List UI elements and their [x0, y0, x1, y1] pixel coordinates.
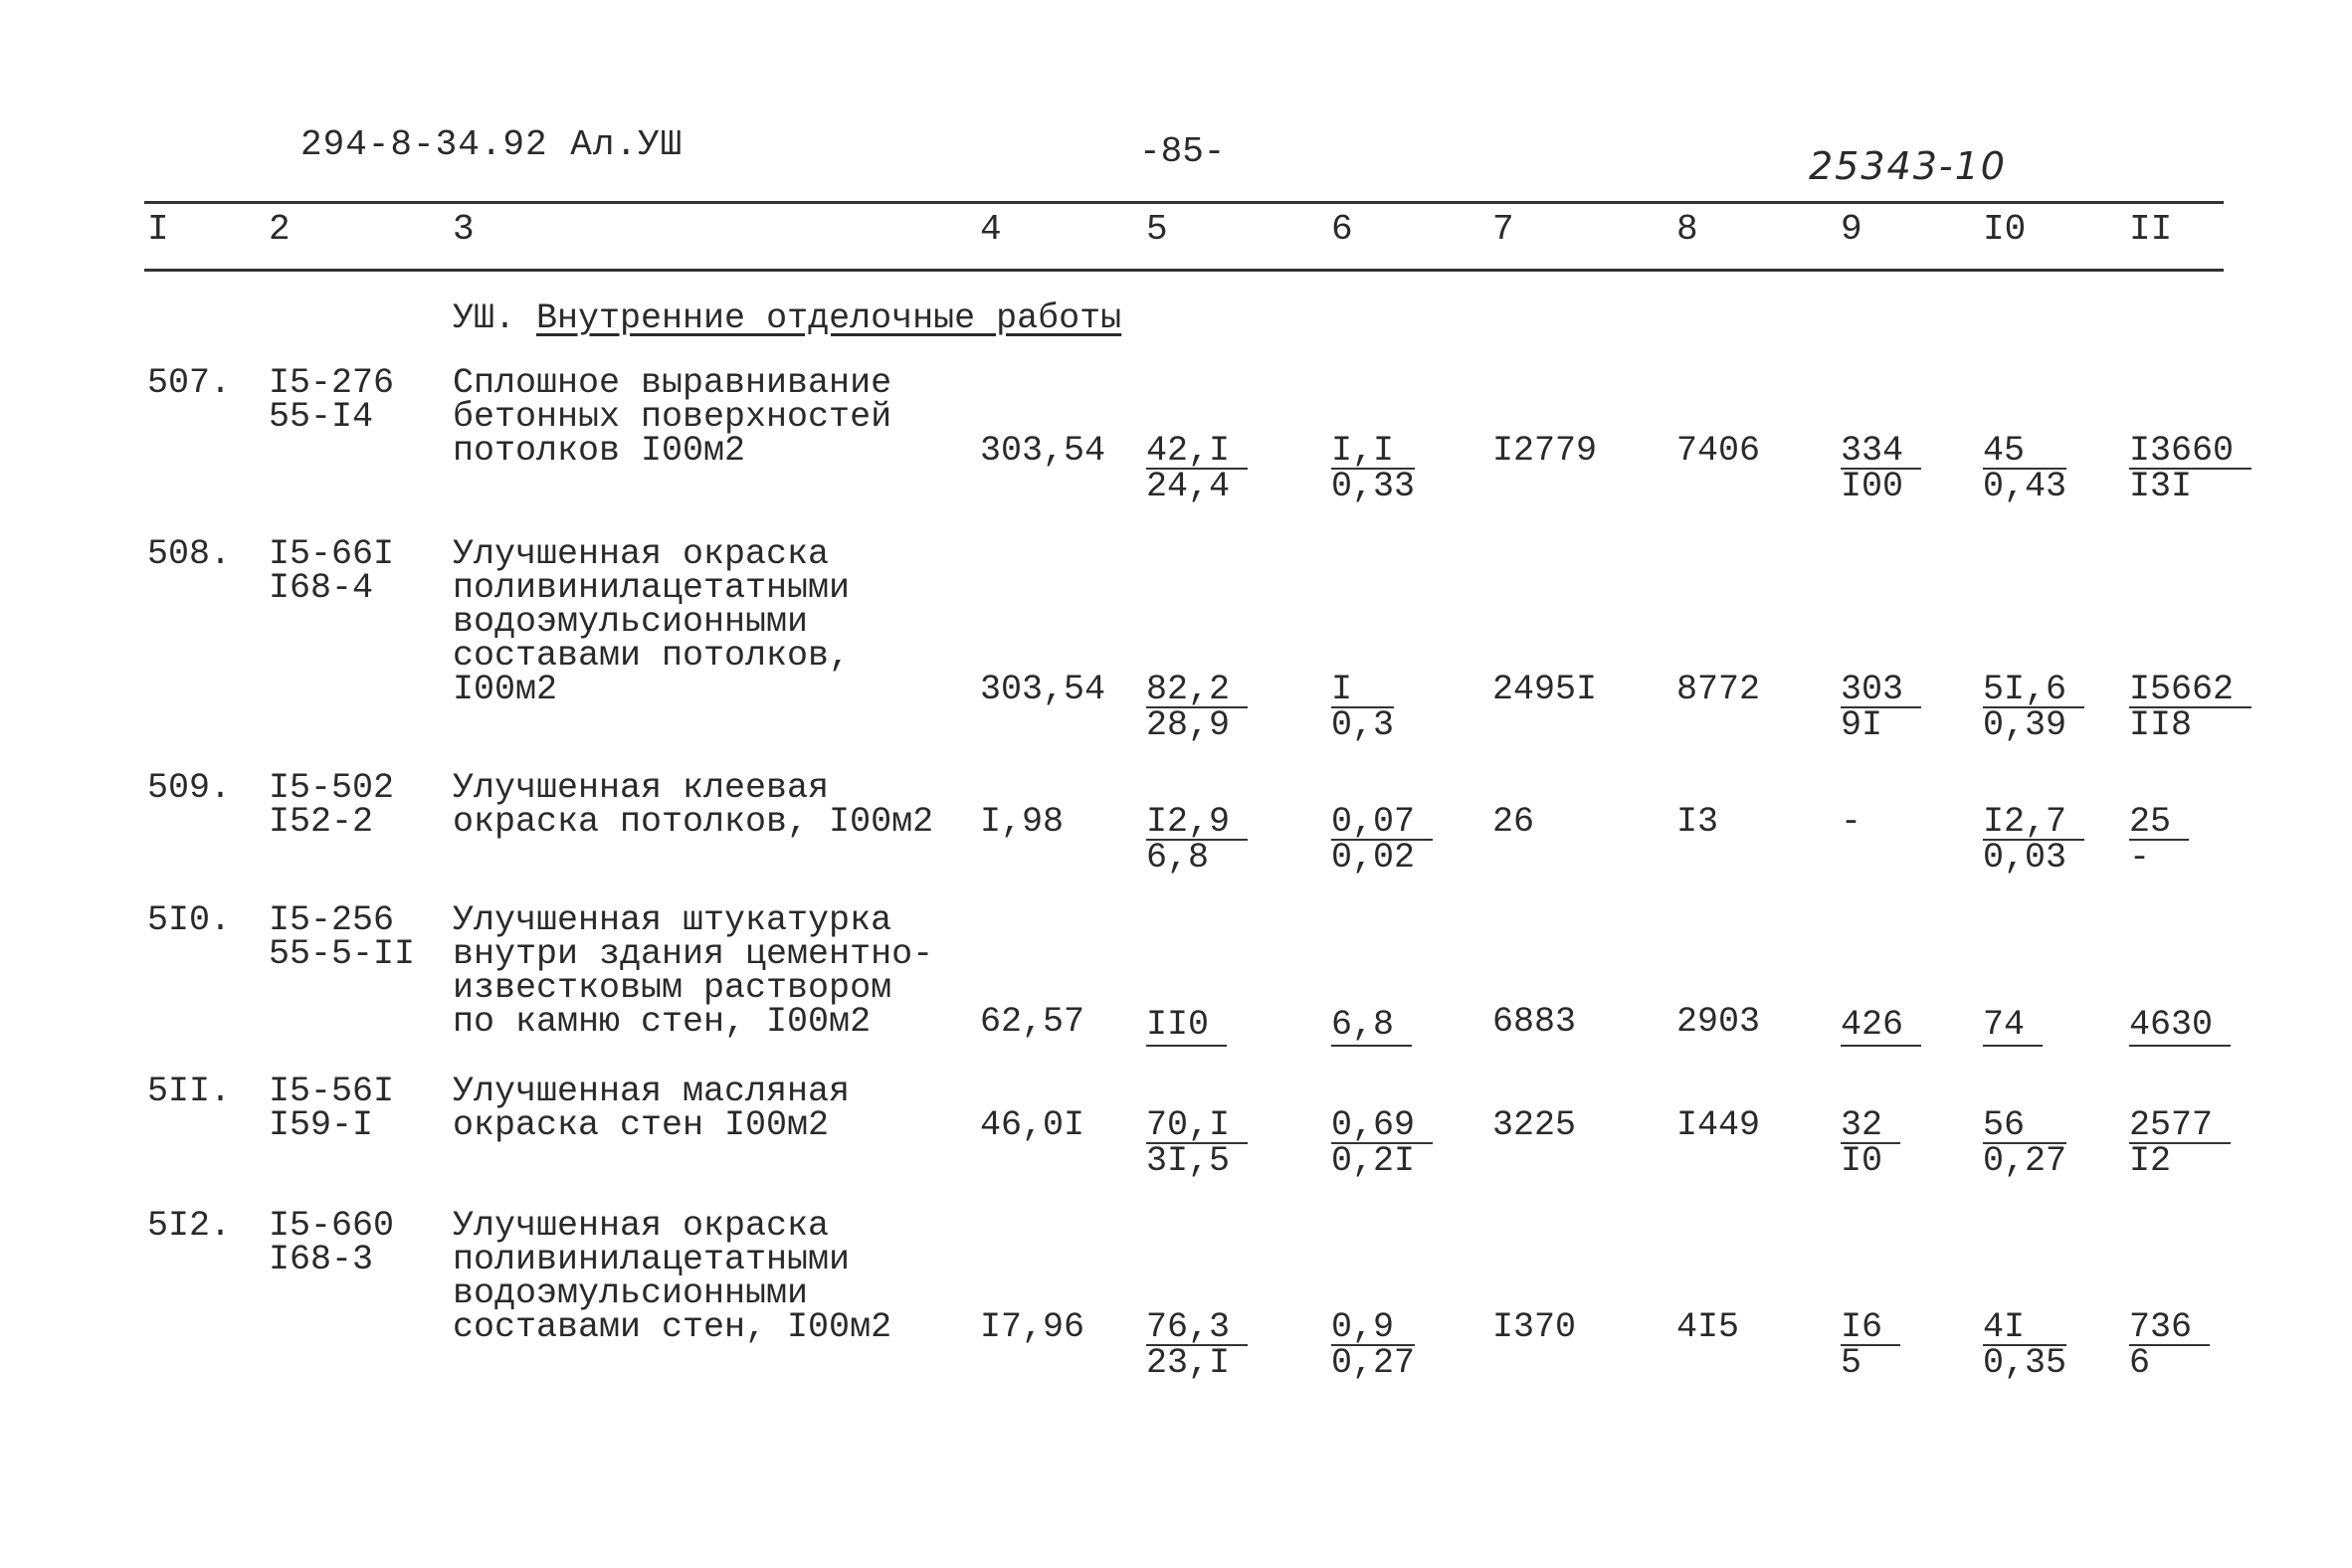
value-c9-denominator: I0 [1841, 1141, 1883, 1181]
work-description-line: Улучшенная штукатурка [453, 900, 892, 940]
value-c10 [1983, 1105, 2067, 1181]
value-c11-denominator: II8 [2129, 705, 2193, 745]
value-c7: 2495I [1492, 670, 1598, 709]
value-c9 [1841, 1105, 1900, 1181]
column-number-6: 6 [1331, 209, 1353, 250]
norm-code: I5-56I [269, 1072, 395, 1111]
column-number-11: II [2129, 209, 2173, 250]
row-number: 507. [147, 363, 232, 403]
value-c5 [1146, 431, 1248, 506]
value-c6-numerator: 0,9 [1331, 1310, 1415, 1346]
quantity: 62,57 [980, 1002, 1085, 1042]
value-c5 [1146, 802, 1248, 878]
value-c10-numerator: I2,7 [1983, 805, 2084, 841]
column-number-10: I0 [1983, 209, 2027, 250]
norm-code: I5-276 [269, 363, 395, 403]
section-prefix: УШ. [453, 298, 516, 338]
norm-code: I5-660 [269, 1206, 395, 1246]
work-description-line: по камню стен, I00м2 [453, 1002, 872, 1042]
column-number-7: 7 [1492, 209, 1514, 250]
value-c9-denominator: I00 [1841, 467, 1904, 506]
value-c9 [1841, 670, 1921, 745]
value-c9: - [1841, 802, 1862, 842]
value-c6-denominator: 0,02 [1331, 838, 1416, 878]
value-c11-numerator: 2577 [2129, 1108, 2231, 1144]
value-c9 [1841, 1307, 1900, 1383]
value-c5: II0 [1146, 1005, 1227, 1047]
value-c11 [2129, 431, 2252, 506]
value-c5-denominator: 24,4 [1146, 467, 1231, 506]
value-c7: I370 [1492, 1307, 1577, 1347]
price-code: I68-4 [269, 568, 374, 608]
value-c11-numerator: I5662 [2129, 673, 2252, 708]
value-c9-numerator: 303 [1841, 673, 1921, 708]
column-number-9: 9 [1841, 209, 1862, 250]
column-number-1: I [147, 209, 169, 250]
value-c11-numerator: 25 [2129, 805, 2189, 841]
work-description-line: составами потолков, [453, 636, 851, 676]
column-number-4: 4 [980, 209, 1002, 250]
value-c11 [2129, 670, 2252, 745]
value-c6 [1331, 1307, 1416, 1383]
value-c6-numerator: 0,07 [1331, 805, 1433, 841]
column-number-2: 2 [269, 209, 291, 250]
value-c11-denominator: 6 [2129, 1343, 2151, 1383]
value-c9 [1841, 431, 1921, 506]
value-c8: 4I5 [1676, 1307, 1740, 1347]
document-code: 294-8-34.92 Ал.УШ [300, 124, 684, 165]
value-c9: 426 [1841, 1005, 1921, 1047]
value-c6 [1331, 431, 1416, 506]
work-description-line: известковым раствором [453, 968, 892, 1008]
value-c11: 4630 [2129, 1005, 2231, 1047]
price-code: 55-I4 [269, 397, 374, 437]
value-c8: 2903 [1676, 1002, 1761, 1042]
value-c11-numerator: I3660 [2129, 434, 2252, 470]
work-description-line: внутри здания цементно- [453, 934, 934, 974]
price-code: I52-2 [269, 802, 374, 842]
value-c11 [2129, 1105, 2231, 1181]
value-c6 [1331, 802, 1433, 878]
value-c5-numerator: 42,I [1146, 434, 1248, 470]
value-c5-denominator: 23,I [1146, 1343, 1231, 1383]
value-c5-numerator: 82,2 [1146, 673, 1248, 708]
work-description-line: окраска стен I00м2 [453, 1105, 830, 1145]
norm-code: I5-66I [269, 534, 395, 574]
value-c6-denominator: 0,2I [1331, 1141, 1416, 1181]
work-description-line: I00м2 [453, 670, 558, 709]
value-c10-numerator: 45 [1983, 434, 2066, 470]
value-c8: I3 [1676, 802, 1719, 842]
value-c5-denominator: 6,8 [1146, 838, 1210, 878]
value-c9-denominator: 5 [1841, 1343, 1862, 1383]
work-description-line: потолков I00м2 [453, 431, 746, 471]
section-text: Внутренние отделочные работы [536, 298, 1122, 338]
value-c6-numerator: I,I [1331, 434, 1415, 470]
price-code: 55-5-II [269, 934, 416, 974]
value-c6-denominator: 0,3 [1331, 705, 1395, 745]
value-c6 [1331, 670, 1395, 745]
value-c9-numerator: 334 [1841, 434, 1921, 470]
work-description-line: водоэмульсионными [453, 602, 809, 642]
value-c8: 7406 [1676, 431, 1761, 471]
work-description-line: водоэмульсионными [453, 1274, 809, 1313]
value-c10-denominator: 0,03 [1983, 838, 2067, 878]
value-c10-numerator: 4I [1983, 1310, 2066, 1346]
value-c11-denominator: I2 [2129, 1141, 2172, 1181]
row-number: 508. [147, 534, 232, 574]
quantity: 303,54 [980, 431, 1106, 471]
row-number: 5I2. [147, 1206, 232, 1246]
value-c5 [1146, 670, 1248, 745]
norm-code: I5-502 [269, 768, 395, 808]
value-c10-numerator: 56 [1983, 1108, 2066, 1144]
value-c5-denominator: 28,9 [1146, 705, 1231, 745]
value-c6-numerator: 0,69 [1331, 1108, 1433, 1144]
value-c9-numerator: 32 [1841, 1108, 1900, 1144]
top-rule [144, 201, 2224, 204]
value-c6-numerator: I [1331, 673, 1394, 708]
work-description-line: Улучшенная окраска [453, 1206, 830, 1246]
column-number-3: 3 [453, 209, 475, 250]
header-rule [144, 269, 2224, 272]
quantity: I,98 [980, 802, 1065, 842]
value-c5-numerator: 76,3 [1146, 1310, 1248, 1346]
column-number-8: 8 [1676, 209, 1698, 250]
work-description-line: окраска потолков, I00м2 [453, 802, 934, 842]
value-c6-denominator: 0,27 [1331, 1343, 1416, 1383]
value-c10: 74 [1983, 1005, 2043, 1047]
work-description-line: Улучшенная окраска [453, 534, 830, 574]
value-c8: I449 [1676, 1105, 1761, 1145]
value-c7: 6883 [1492, 1002, 1577, 1042]
quantity: I7,96 [980, 1307, 1085, 1347]
row-number: 5II. [147, 1072, 232, 1111]
value-c11-numerator: 736 [2129, 1310, 2210, 1346]
work-description-line: Улучшенная масляная [453, 1072, 851, 1111]
value-c11-denominator: - [2129, 838, 2151, 878]
value-c10 [1983, 431, 2067, 506]
value-c9-numerator: I6 [1841, 1310, 1900, 1346]
value-c7: 3225 [1492, 1105, 1577, 1145]
work-description-line: составами стен, I00м2 [453, 1307, 892, 1347]
quantity: 46,0I [980, 1105, 1085, 1145]
row-number: 509. [147, 768, 232, 808]
price-code: I68-3 [269, 1240, 374, 1279]
value-c10 [1983, 1307, 2067, 1383]
value-c11 [2129, 802, 2189, 878]
row-number: 5I0. [147, 900, 232, 940]
value-c6 [1331, 1105, 1433, 1181]
work-description-line: бетонных поверхностей [453, 397, 892, 437]
value-c11 [2129, 1307, 2210, 1383]
value-c10-denominator: 0,35 [1983, 1343, 2067, 1383]
value-c5-numerator: I2,9 [1146, 805, 1248, 841]
value-c10-denominator: 0,39 [1983, 705, 2067, 745]
value-c10 [1983, 670, 2084, 745]
value-c9-denominator: 9I [1841, 705, 1883, 745]
norm-code: I5-256 [269, 900, 395, 940]
value-c10-denominator: 0,27 [1983, 1141, 2067, 1181]
handwritten-number: 25343-10 [1809, 144, 2007, 188]
value-c10 [1983, 802, 2084, 878]
value-c8: 8772 [1676, 670, 1761, 709]
work-description-line: поливинилацетатными [453, 568, 851, 608]
page-number: -85- [1139, 131, 1226, 172]
value-c10-numerator: 5I,6 [1983, 673, 2084, 708]
column-number-5: 5 [1146, 209, 1168, 250]
value-c5 [1146, 1307, 1248, 1383]
work-description-line: поливинилацетатными [453, 1240, 851, 1279]
value-c6-denominator: 0,33 [1331, 467, 1416, 506]
work-description-line: Улучшенная клеевая [453, 768, 830, 808]
quantity: 303,54 [980, 670, 1106, 709]
value-c5 [1146, 1105, 1248, 1181]
price-code: I59-I [269, 1105, 374, 1145]
value-c10-denominator: 0,43 [1983, 467, 2067, 506]
section-title [453, 298, 1121, 338]
value-c11-denominator: I3I [2129, 467, 2193, 506]
work-description-line: Сплошное выравнивание [453, 363, 892, 403]
value-c7: I2779 [1492, 431, 1598, 471]
value-c6: 6,8 [1331, 1005, 1412, 1047]
value-c5-denominator: 3I,5 [1146, 1141, 1231, 1181]
value-c7: 26 [1492, 802, 1535, 842]
value-c5-numerator: 70,I [1146, 1108, 1248, 1144]
